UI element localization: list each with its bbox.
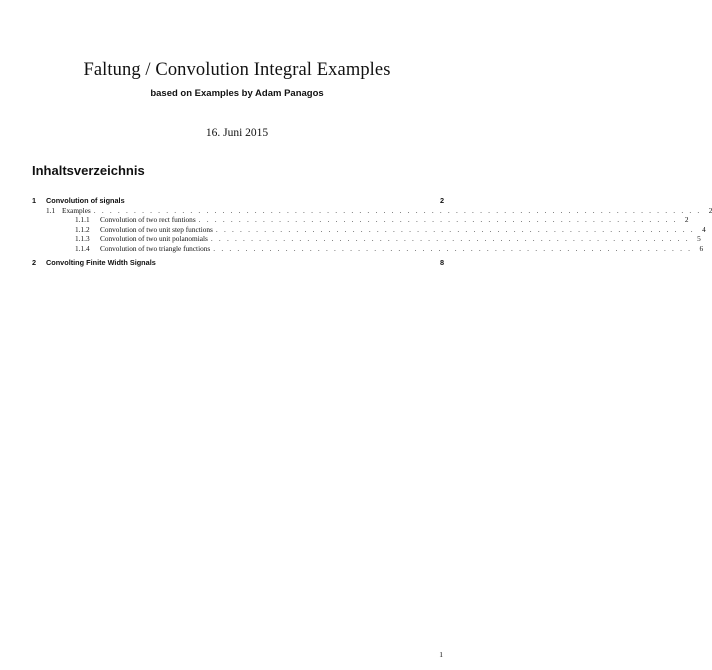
toc-dot-leader: . . . . . . . . . . . . . . . . . . . . . . . . . . . . . . . . . . . . . . . . . . . . . . . . . . . . . . . . . . . . . . . . . . . . . . . . . . . . <box>93 205 702 215</box>
toc-entry-number: 1.1 <box>46 205 56 215</box>
toc-dot-leader: . . . . . . . . . . . . . . . . . . . . . . . . . . . . . . . . . . . . . . . . . . . . . . . . . . . . . . . . . . . . <box>213 243 693 253</box>
toc-entry-label: Convolution of two unit polanomials <box>100 234 208 244</box>
toc-entry-page: 2 <box>684 215 689 225</box>
toc-entry-number: 1.1.4 <box>75 243 90 253</box>
toc-entry-page: 6 <box>699 243 704 253</box>
toc-dot-leader: . . . . . . . . . . . . . . . . . . . . . . . . . . . . . . . . . . . . . . . . . . . . . . . . . . . . . . . . . . . . <box>215 224 695 234</box>
document-date: 16. Juni 2015 <box>205 127 269 139</box>
toc-entry-number: 2 <box>32 258 37 267</box>
toc-chapter-2-block <box>32 258 444 268</box>
toc-entry-number: 1.1.2 <box>75 224 90 234</box>
toc-dot-leader: . . . . . . . . . . . . . . . . . . . . . . . . . . . . . . . . . . . . . . . . . . . . . . . . . . . . . . . . . . . . <box>198 215 678 225</box>
toc-entry-label: Convolution of two triangle functions <box>100 243 211 253</box>
footer-page-number: 1 <box>439 650 443 659</box>
toc-entry-page: 2 <box>708 205 712 215</box>
toc-entry-number: 1 <box>32 196 37 205</box>
toc-chapter-1-block <box>32 196 712 254</box>
document-subtitle: based on Examples by Adam Panagos <box>150 88 324 99</box>
toc-entry-section[interactable] <box>32 205 712 216</box>
toc-entry-number: 1.1.3 <box>75 234 90 244</box>
toc-entry-page: 4 <box>702 224 706 234</box>
toc-entry-label: Examples <box>62 205 91 215</box>
toc-entry-page: 5 <box>697 234 701 244</box>
toc-entry-subsection[interactable] <box>32 224 706 235</box>
toc-entry-label: Convolting Finite Width Signals <box>46 258 156 267</box>
toc-entry-chapter[interactable] <box>32 196 444 206</box>
toc-entry-label: Convolution of signals <box>46 196 125 205</box>
toc-entry-subsection[interactable] <box>32 215 689 225</box>
toc-entry-subsection[interactable] <box>32 243 704 254</box>
toc-dot-leader: . . . . . . . . . . . . . . . . . . . . . . . . . . . . . . . . . . . . . . . . . . . . . . . . . . . . . . . . . . . . <box>210 234 690 244</box>
toc-entry-subsection[interactable] <box>32 234 701 244</box>
toc-entry-label: Convolution of two unit step functions <box>100 224 213 234</box>
toc-entry-number: 1.1.1 <box>75 215 90 225</box>
toc-entry-page: 8 <box>439 258 444 267</box>
toc-entry-label: Convolution of two rect funtions <box>100 215 196 225</box>
document-title: Faltung / Convolution Integral Examples <box>83 60 391 80</box>
toc-entry-page: 2 <box>439 196 444 205</box>
toc-entry-chapter[interactable] <box>32 258 444 268</box>
toc-heading: Inhaltsverzeichnis <box>32 163 145 178</box>
